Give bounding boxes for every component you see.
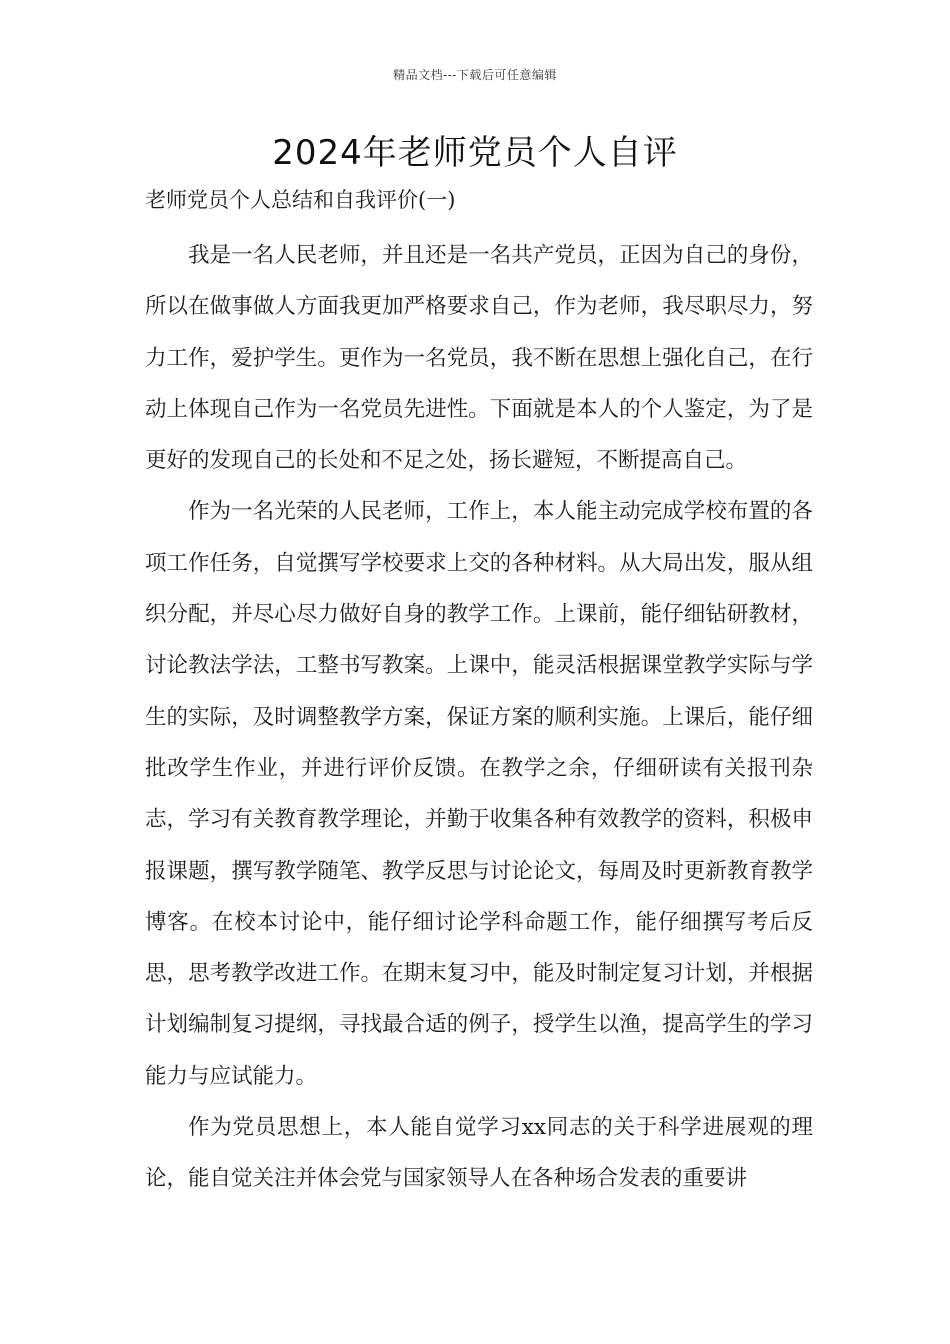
- section-subtitle: 老师党员个人总结和自我评价(一): [145, 188, 456, 212]
- document-title: 2024年老师党员个人自评: [272, 133, 678, 173]
- body-text: [145, 230, 813, 1205]
- paragraph-2: 作为一名光荣的人民老师，工作上，本人能主动完成学校布置的各项工作任务，自觉撰写学校要求上交的各种材料。从大局出发，服从组织分配，并尽心尽力做好自身的教学工作。上课前，能仔细钻研教材，讨论教法学法，工整书写教案。上课中，能灵活根据课堂教学实际与学生的实际，及时调整教学方案，保证方案的顺利实施。上课后，能仔细批改学生作业，并进行评价反馈。在教学之余，仔细研读有关报刊杂志，学习有关教育教学理论，并勤于收集各种有效教学的资料，积极申报课题，撰写教学随笔、教学反思与讨论论文，每周及时更新教育教学博客。在校本讨论中，能仔细讨论学科命题工作，能仔细撰写考后反思，思考教学改进工作。在期末复习中，能及时制定复习计划，并根据计划编制复习提纲，寻找最合适的例子，授学生以渔，提高学生的学习能力与应试能力。: [145, 499, 813, 1089]
- paragraph-3: 作为党员思想上，本人能自觉学习xx同志的关于科学进展观的理论，能自觉关注并体会党与国家领导人在各种场合发表的重要讲: [145, 1115, 813, 1192]
- paragraph-1: 我是一名人民老师，并且还是一名共产党员，正因为自己的身份，所以在做事做人方面我更加严格要求自己，作为老师，我尽职尽力，努力工作，爱护学生。更作为一名党员，我不断在思想上强化自己，在行动上体现自己作为一名党员先进性。下面就是本人的个人鉴定，为了是更好的发现自己的长处和不足之处，扬长避短，不断提高自己。: [145, 243, 813, 474]
- header-note: 精品文档---下载后可任意编辑: [393, 68, 557, 82]
